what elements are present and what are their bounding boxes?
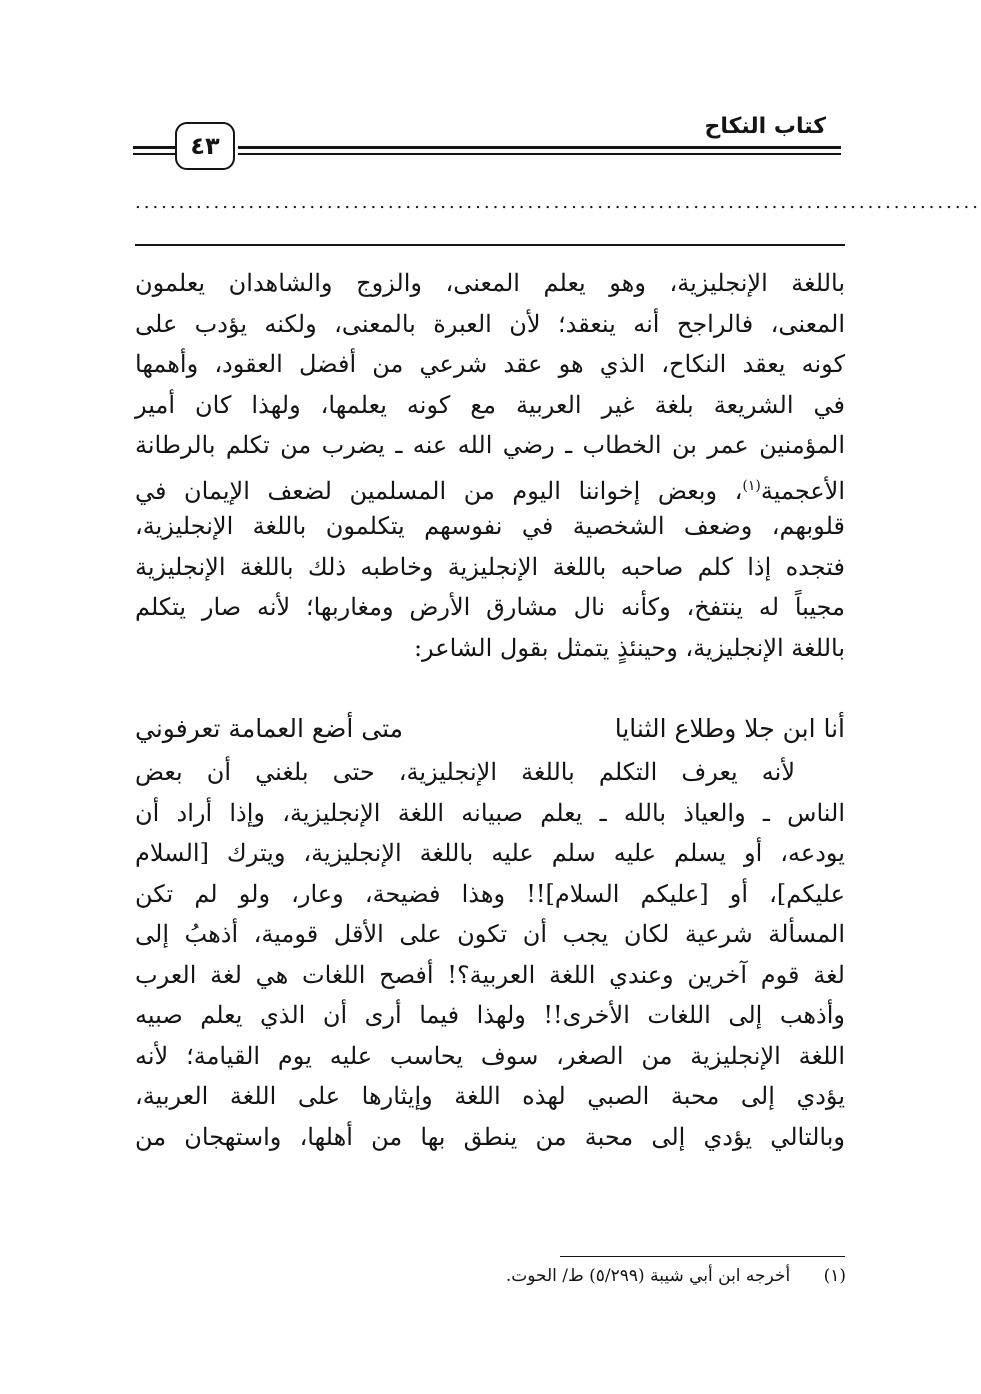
text-line: باللغة الإنجليزية، وهو يعلم المعنى، والزوج والشاهدان يعلمون — [135, 269, 845, 297]
footnote-number: (١) — [823, 1266, 846, 1286]
body-rule — [135, 244, 845, 246]
main-paragraph — [135, 263, 845, 668]
text-fragment: ، وبعض إخواننا اليوم من المسلمين لضعف الإيمان في — [135, 476, 743, 505]
text-line: لأنه يعرف التكلم باللغة الإنجليزية، حتى بلغني أن بعض — [135, 758, 795, 786]
text-line: وأذهب إلى اللغات الأخرى!! ولهذا فيما أرى أن الذي يعلم صبيه — [135, 1001, 845, 1029]
footnote-text: أخرجه ابن أبي شيبة (٥/٢٩٩) ط/ الحوت. — [505, 1266, 791, 1286]
header-rule — [133, 146, 175, 149]
dotted-separator: ................................................................................................. — [135, 192, 981, 213]
text-line: اللغة الإنجليزية من الصغر، سوف يحاسب عليه يوم القيامة؛ لأنه — [135, 1041, 846, 1070]
text-line: يودعه، أو يسلم عليه سلم عليه باللغة الإنجليزية، ويترك [السلام — [135, 839, 845, 867]
text-line: باللغة الإنجليزية، وحينئذٍ يتمثل بقول الشاعر: — [413, 633, 845, 662]
header-rule — [133, 153, 175, 155]
second-paragraph — [135, 752, 845, 1157]
header-rule — [238, 146, 841, 149]
text-line: لغة قوم آخرين وعندي اللغة العربية؟! أفصح اللغات هي لغة العرب — [135, 960, 845, 989]
text-line: قلوبهم، وضعف الشخصية في نفوسهم يتكلمون باللغة الإنجليزية، — [135, 512, 845, 540]
text-line — [135, 466, 845, 507]
text-fragment: الأعجمية — [760, 476, 845, 505]
footnote — [506, 1266, 846, 1286]
text-line: كونه يعقد النكاح، الذي هو عقد شرعي من أفضل العقود، وأهمها — [135, 350, 845, 378]
text-line: في الشريعة بلغة غير العربية مع كونه يعلمها، ولهذا كان أمير — [135, 390, 845, 419]
text-line: عليكم]، أو [عليكم السلام]!! وهذا فضيحة، وعار، ولو لم تكن — [135, 879, 845, 908]
header-rule — [238, 153, 841, 155]
text-line: المؤمنين عمر بن الخطاب ـ رضي الله عنه ـ يضرب من تكلم بالرطانة — [135, 431, 845, 459]
poetry-verse — [135, 710, 845, 754]
book-title: كتاب النكاح — [704, 114, 826, 139]
footnote-reference: (١) — [742, 477, 761, 494]
text-line: الناس ـ والعياذ بالله ـ يعلم صبيانه اللغة الإنجليزية، وإذا أراد أن — [135, 798, 846, 827]
verse-second-hemistich: متى أضع العمامة تعرفوني — [135, 714, 404, 743]
text-line: فتجده إذا كلم صاحبه باللغة الإنجليزية وخاطبه ذلك باللغة الإنجليزية — [135, 552, 845, 581]
text-line: وبالتالي يؤدي إلى محبة من ينطق بها من أهلها، واستهجان من — [135, 1122, 845, 1151]
page-number: ٤٣ — [175, 122, 235, 170]
text-line: يؤدي إلى محبة الصبي لهذه اللغة وإيثارها على اللغة العربية، — [135, 1082, 845, 1110]
text-line: المسألة شرعية لكان يجب أن تكون على الأقل قومية، أذهبُ إلى — [135, 920, 845, 948]
verse-first-hemistich: أنا ابن جلا وطلاع الثنايا — [614, 714, 845, 743]
text-line: المعنى، فالراجح أنه ينعقد؛ لأن العبرة بالمعنى، ولكنه يؤدب على — [135, 309, 846, 338]
footnote-rule — [560, 1256, 845, 1257]
text-line: مجيباً له ينتفخ، وكأنه نال مشارق الأرض ومغاربها؛ لأنه صار يتكلم — [135, 593, 845, 621]
